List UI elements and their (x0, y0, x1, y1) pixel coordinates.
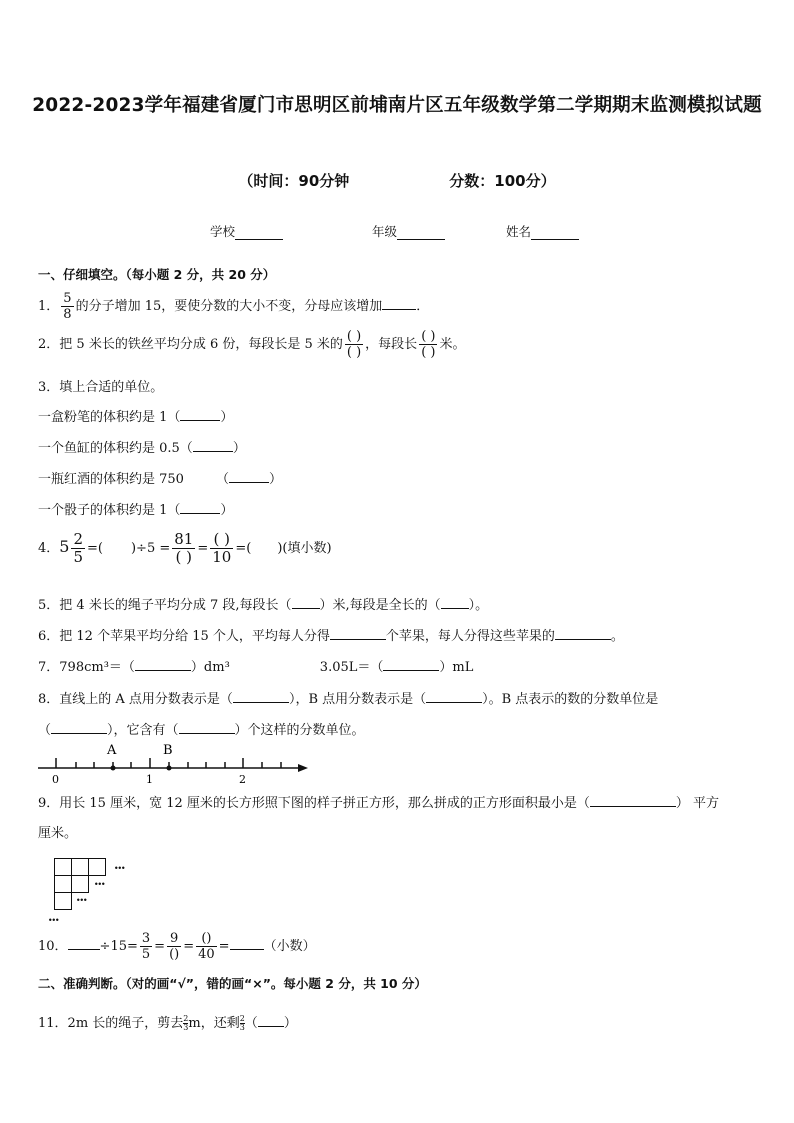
question-3-line-3: 一瓶红酒的体积约是 750 （ ） (38, 472, 282, 487)
question-7: 7．798cm³＝（ ）dm³ 3.05L＝（ ）mL (38, 660, 474, 675)
question-8-line-1: 8．直线上的 A 点用分数表示是（ ），B 点用分数表示是（ ）。B 点表示的数的分数单位是 (38, 692, 659, 707)
label-b: B (163, 743, 173, 758)
score-label: 分数：100分） (449, 172, 556, 190)
answer-blank[interactable] (135, 658, 191, 671)
answer-blank[interactable] (51, 721, 107, 734)
answer-blank[interactable] (383, 658, 439, 671)
exam-meta (0, 170, 794, 191)
point-b (167, 766, 172, 771)
answer-blank[interactable] (233, 690, 289, 703)
answer-blank[interactable] (258, 1014, 284, 1027)
point-a (111, 766, 116, 771)
answer-blank[interactable] (193, 439, 233, 452)
answer-blank[interactable] (179, 721, 235, 734)
answer-blank[interactable] (555, 627, 611, 640)
question-4: 4．5 $\frac{2}{5}$ =( )÷5 = $\frac{81}{( )}$ = $\frac{( )}{10}$ =( )(填小数) (38, 530, 332, 566)
tick-label-0: 0 (52, 773, 59, 786)
answer-blank[interactable] (441, 596, 469, 609)
arrow-head-icon (298, 764, 308, 772)
school-field[interactable]: 学校 (210, 222, 283, 240)
question-8-line-2: （ ），它含有（ ）个这样的分数单位。 (38, 723, 365, 738)
answer-blank[interactable] (590, 794, 676, 807)
question-9-line-2: 厘米。 (38, 826, 78, 841)
question-10: 10． ÷15= $\frac{3}{5}$ = $\frac{9}{()}$ = $\frac{()}{40}$ = （小数） (38, 931, 316, 962)
question-3-line-4: 一个骰子的体积约是 1（ ） (38, 503, 234, 518)
tick-label-1: 1 (146, 773, 153, 786)
question-3-line-1: 一盒粉笔的体积约是 1（ ） (38, 410, 234, 425)
answer-blank[interactable] (68, 937, 100, 950)
answer-blank[interactable] (382, 297, 416, 310)
answer-blank[interactable] (230, 937, 264, 950)
question-3-line-2: 一个鱼缸的体积约是 0.5（ ） (38, 441, 246, 456)
answer-blank[interactable] (292, 596, 320, 609)
continuation-dots: ... (114, 858, 125, 873)
page-title: 2022-2023学年福建省厦门市思明区前埔南片区五年级数学第二学期期末监测模拟试题 (32, 95, 762, 116)
answer-blank[interactable] (229, 470, 269, 483)
question-9: 9．用长 15 厘米，宽 12 厘米的长方形照下图的样子拼正方形，那么拼成的正方形面积最小是（ ） 平方 (38, 796, 720, 811)
section-2-heading: 二、准确判断。（对的画“√”，错的画“×”。每小题 2 分，共 10 分） (38, 976, 427, 991)
answer-blank[interactable] (251, 540, 277, 552)
time-label: （时间：90分钟 (238, 172, 350, 190)
question-6: 6．把 12 个苹果平均分给 15 个人，平均每人分得 个苹果，每人分得这些苹果的 。 (38, 629, 624, 644)
fraction: $\frac{5}{8}$ (63, 291, 72, 322)
grade-field[interactable]: 年级 (372, 222, 445, 240)
name-field[interactable]: 姓名 (506, 222, 579, 240)
tick-label-2: 2 (239, 773, 246, 786)
question-11: 11．2m 长的绳子，剪去 $\frac{2}{3}$ m，还剩 $\frac{2}{3}$ （ ） (38, 1014, 297, 1032)
label-a: A (107, 743, 117, 758)
continuation-dots: ... (94, 874, 105, 889)
answer-blank[interactable] (180, 408, 220, 421)
continuation-dots: ... (48, 910, 59, 925)
answer-blank[interactable] (330, 627, 386, 640)
answer-blank[interactable] (103, 540, 131, 552)
question-2: 2．把 5 米长的铁丝平均分成 6 份，每段长是 5 米的 $\frac{( )}{( )}$ ，每段长 $\frac{( )}{( )}$ 米。 (38, 329, 466, 360)
answer-blank[interactable] (180, 501, 220, 514)
question-5: 5．把 4 米长的绳子平均分成 7 段,每段长（ ）米,每段是全长的（ ）。 (38, 598, 489, 613)
question-1: 1． $\frac{5}{8}$ 的分子增加 15，要使分数的大小不变，分母应该增加 ． (38, 291, 430, 322)
fraction-blank[interactable]: $\frac{( )}{( )}$ (421, 329, 436, 360)
continuation-dots: ... (76, 890, 87, 905)
number-line-figure (36, 740, 316, 786)
section-1-heading: 一、仔细填空。（每小题 2 分，共 20 分） (38, 267, 276, 282)
fraction-blank[interactable]: $\frac{( )}{( )}$ (346, 329, 362, 360)
answer-blank[interactable] (426, 690, 482, 703)
question-3: 3．填上合适的单位。 (38, 380, 164, 395)
